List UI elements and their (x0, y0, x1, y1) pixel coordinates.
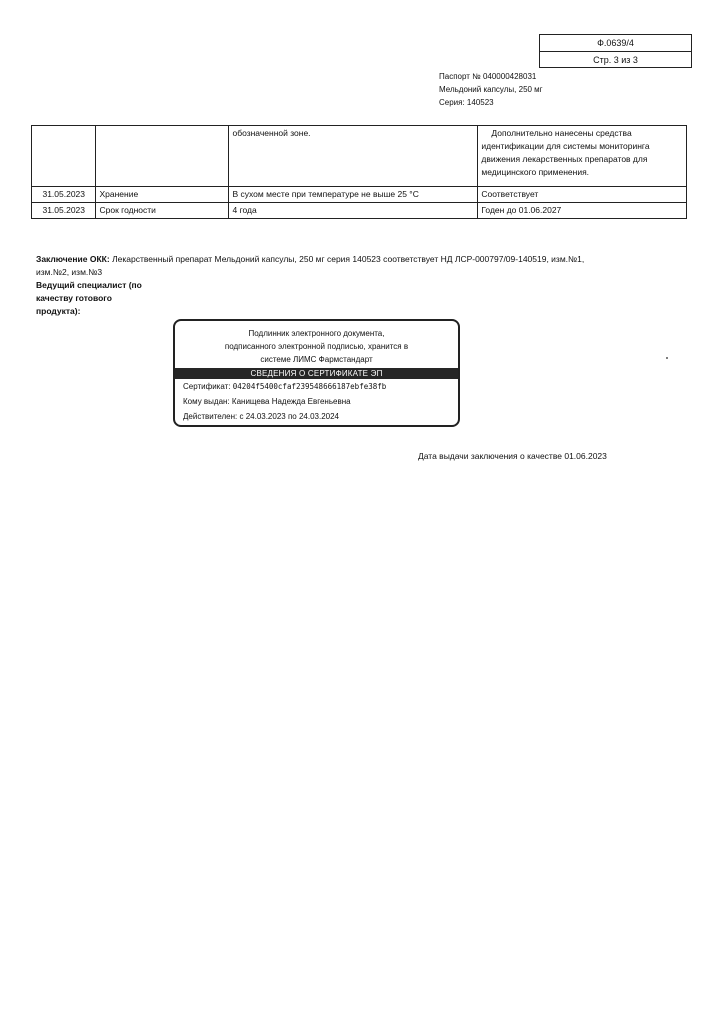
norm-cell: обозначенной зоне. (229, 126, 478, 187)
passport-info (439, 70, 543, 109)
stamp-line: подписанного электронной подписью, хранится в (224, 342, 409, 351)
certificate-row (175, 379, 458, 394)
norm-cell: 4 года (229, 203, 478, 219)
form-code-box (539, 34, 692, 68)
table-row (32, 187, 687, 203)
stamp-line: Подлинник электронного документа, (248, 329, 385, 338)
series-number: Серия: 140523 (439, 98, 494, 107)
form-code: Ф.0639/4 (597, 38, 634, 48)
certificate-value: 04204f5400cfaf239548666187ebfe38fb (232, 382, 387, 391)
date-cell (32, 126, 96, 187)
validity-row (175, 409, 458, 424)
result-cell: Дополнительно нанесены средства идентификации для системы мониторинга движения лекарственных препаратов для медицинского применения. (478, 126, 687, 187)
passport-number: Паспорт № 040000428031 (439, 72, 537, 81)
issued-to-value: Канищева Надежда Евгеньевна (231, 397, 351, 406)
scan-speck (666, 357, 668, 359)
certificate-label: Сертификат: (183, 382, 231, 391)
result-cell: Соответствует (478, 187, 687, 203)
table-row (32, 126, 687, 187)
result-cell: Годен до 01.06.2027 (478, 203, 687, 219)
norm-cell: В сухом месте при температуре не выше 25 °С (229, 187, 478, 203)
validity-value: с 24.03.2023 по 24.03.2024 (239, 412, 339, 421)
indicator-cell (96, 126, 229, 187)
indicator-cell: Срок годности (96, 203, 229, 219)
e-signature-stamp (173, 319, 460, 427)
conclusion-text: Лекарственный препарат Мельдоний капсулы, 250 мг серия 140523 соответствует НД ЛСР-000797/09-140519, изм.№1, изм.№2, изм.№3 (36, 254, 585, 277)
results-table (31, 125, 687, 219)
date-cell: 31.05.2023 (32, 187, 96, 203)
certificate-header: СВЕДЕНИЯ О СЕРТИФИКАТЕ ЭП (175, 368, 458, 379)
conclusion-label: Заключение ОКК: (36, 254, 110, 264)
validity-label: Действителен: (183, 412, 238, 421)
stamp-intro (175, 321, 458, 366)
product-name: Мельдоний капсулы, 250 мг (439, 85, 543, 94)
date-cell: 31.05.2023 (32, 203, 96, 219)
qc-conclusion (36, 253, 596, 279)
issue-date: Дата выдачи заключения о качестве 01.06.2023 (418, 451, 607, 461)
page-number: Стр. 3 из 3 (540, 51, 691, 68)
table-row (32, 203, 687, 219)
issued-to-row (175, 394, 458, 409)
stamp-line: системе ЛИМС Фармстандарт (260, 355, 373, 364)
issued-to-label: Кому выдан: (183, 397, 230, 406)
indicator-cell: Хранение (96, 187, 229, 203)
specialist-label: Ведущий специалист (по качеству готового продукта): (36, 280, 142, 316)
